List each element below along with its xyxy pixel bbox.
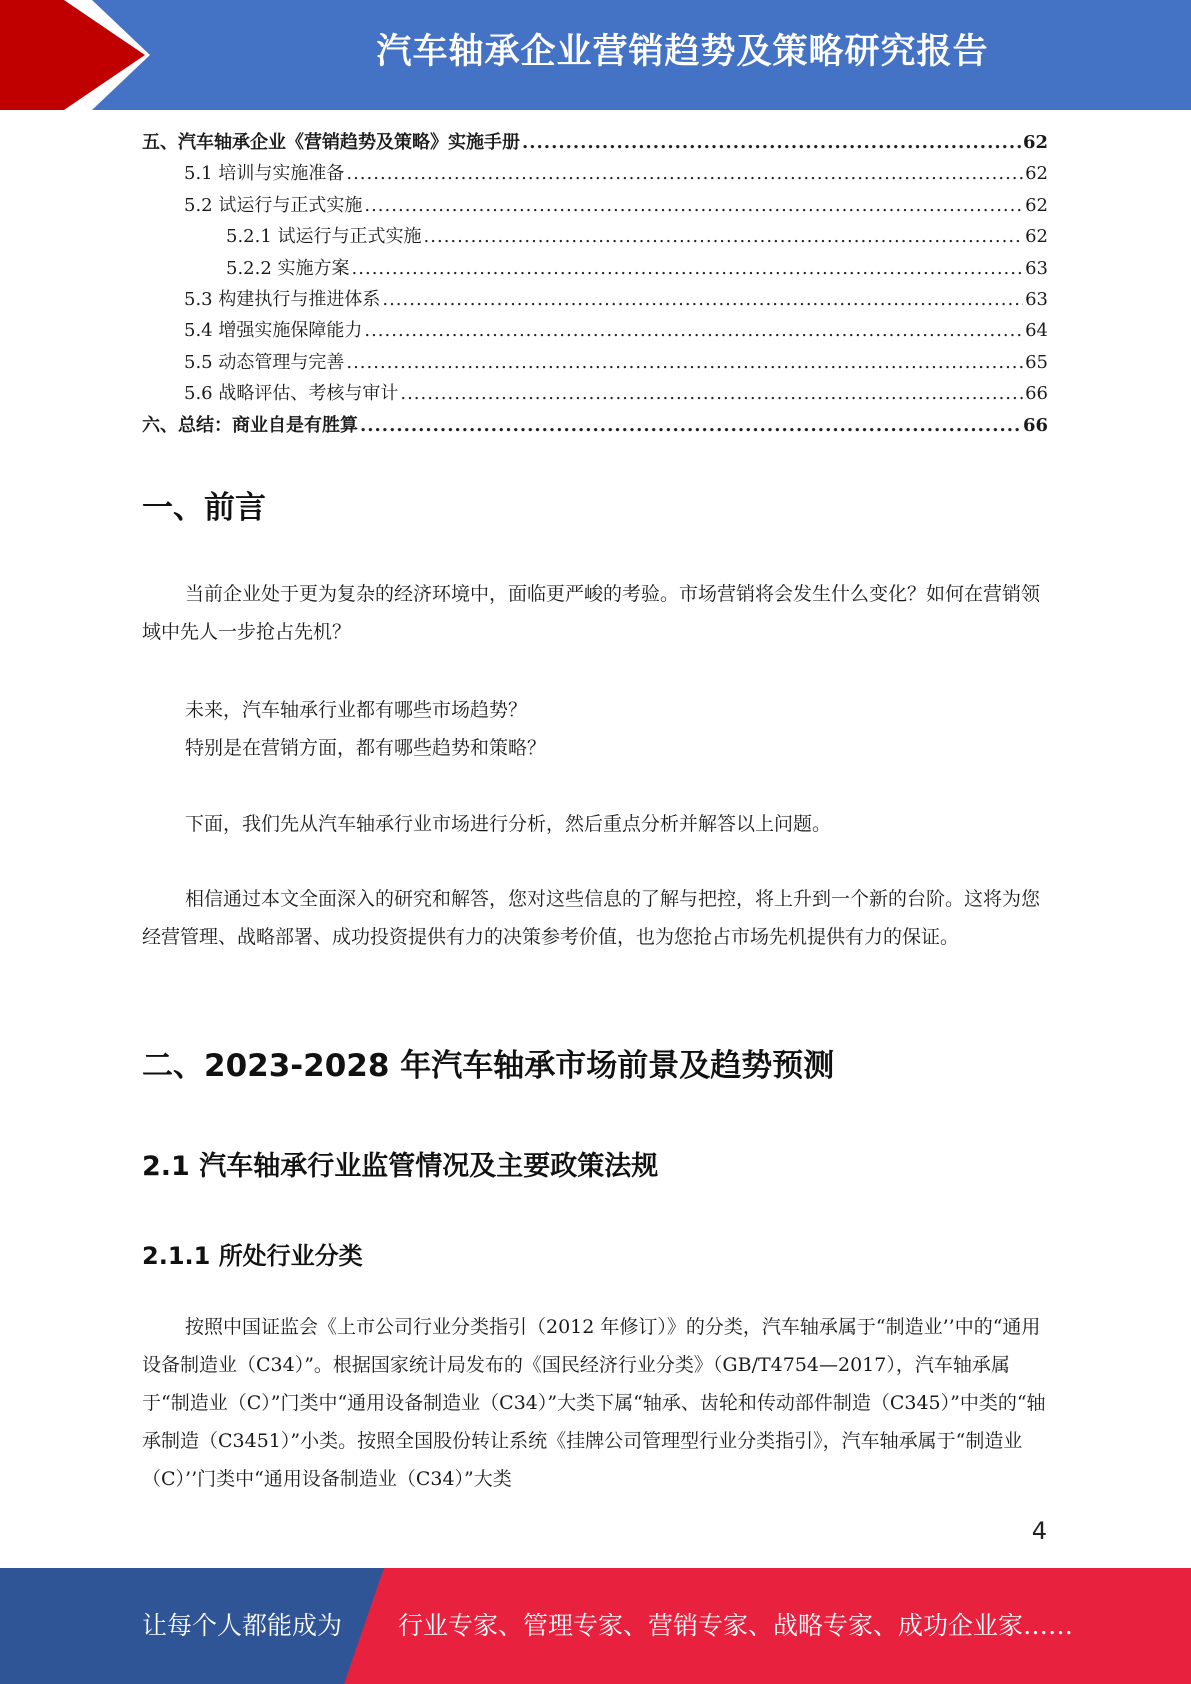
- toc-entry-title: 5.2.2 实施方案: [226, 257, 350, 279]
- table-of-contents: [142, 128, 1048, 442]
- toc-leader-dots: [352, 258, 1024, 279]
- report-title: 汽车轴承企业营销趋势及策略研究报告: [376, 32, 989, 72]
- toc-leader-dots: [346, 352, 1023, 373]
- toc-leader-dots: [382, 289, 1023, 310]
- toc-leader-dots: [360, 415, 1021, 436]
- toc-entry-page: 62: [1025, 226, 1048, 248]
- question-line: 特别是在营销方面，都有哪些趋势和策略？: [185, 737, 547, 759]
- toc-entry-title: 5.5 动态管理与完善: [184, 351, 345, 373]
- footer-banner: [0, 1568, 1191, 1684]
- paragraph: 按照中国证监会《上市公司行业分类指引（2012 年修订）》的分类，汽车轴承属于“制造业’’中的“通用设备制造业（C34）”。根据国家统计局发布的《国民经济行业分类》（GB/T4754—2017），汽车轴承属于“制造业（C）”门类中“通用设备制造业（C34）”大类下属“轴承、齿轮和传动部件制造（C345）”中类的“轴承制造（C3451）”小类。按照全国股份转让系统《挂牌公司管理型行业分类指引》，汽车轴承属于“制造业（C）’’门类中“通用设备制造业（C34）”大类: [142, 1316, 1046, 1490]
- toc-leader-dots: [522, 132, 1021, 153]
- section-heading-forecast: 二、2023-2028 年汽车轴承市场前景及趋势预测: [142, 1048, 835, 1084]
- toc-entry-title: 5.6 战略评估、考核与审计: [184, 383, 399, 405]
- toc-entry-page: 65: [1025, 351, 1048, 373]
- toc-entry-page: 62: [1025, 163, 1048, 185]
- toc-entry-title: 5.1 培训与实施准备: [184, 163, 345, 185]
- toc-entry-title: 5.2.1 试运行与正式实施: [226, 226, 422, 248]
- subsection-heading: 2.1 汽车轴承行业监管情况及主要政策法规: [142, 1151, 659, 1182]
- question-line: 未来，汽车轴承行业都有哪些市场趋势？: [185, 699, 528, 721]
- toc-entry-page: 62: [1025, 194, 1048, 216]
- header-banner: [0, 0, 1191, 110]
- toc-entry-page: 64: [1025, 320, 1048, 342]
- toc-entry-page: 62: [1022, 132, 1048, 153]
- toc-entry[interactable]: [142, 254, 1048, 285]
- toc-entry[interactable]: [142, 411, 1048, 442]
- page-number: 4: [1031, 1517, 1047, 1545]
- paragraph: 下面，我们先从汽车轴承行业市场进行分析，然后重点分析并解答以上问题。: [185, 813, 832, 835]
- toc-entry-page: 63: [1025, 257, 1048, 279]
- footer-slogan-right: 行业专家、管理专家、营销专家、战略专家、成功企业家……: [398, 1611, 1074, 1640]
- toc-entry-title: 六、总结：商业自是有胜算: [142, 414, 358, 436]
- toc-leader-dots: [424, 226, 1024, 247]
- toc-entry[interactable]: [142, 222, 1048, 253]
- section-heading-preface: 一、前言: [142, 490, 266, 526]
- toc-entry-title: 5.3 构建执行与推进体系: [184, 288, 381, 310]
- toc-entry-page: 66: [1025, 383, 1048, 405]
- toc-entry[interactable]: [142, 191, 1048, 222]
- toc-entry-page: 66: [1022, 414, 1048, 436]
- toc-entry[interactable]: [142, 379, 1048, 410]
- toc-entry[interactable]: [142, 316, 1048, 347]
- toc-leader-dots: [400, 383, 1023, 404]
- toc-entry-title: 5.2 试运行与正式实施: [184, 194, 363, 216]
- toc-entry-page: 63: [1025, 288, 1048, 310]
- toc-entry[interactable]: [142, 128, 1048, 159]
- toc-entry-title: 5.4 增强实施保障能力: [184, 320, 363, 342]
- toc-entry[interactable]: [142, 348, 1048, 379]
- paragraph: 相信通过本文全面深入的研究和解答，您对这些信息的了解与把控，将上升到一个新的台阶。这将为您经营管理、战略部署、成功投资提供有力的决策参考价值，也为您抢占市场先机提供有力的保证。: [142, 888, 1041, 948]
- footer-slogan-left: 让每个人都能成为: [142, 1611, 343, 1640]
- subsubsection-heading: 2.1.1 所处行业分类: [142, 1242, 363, 1270]
- paragraph: 当前企业处于更为复杂的经济环境中，面临更严峻的考验。市场营销将会发生什么变化？如何在营销领域中先人一步抢占先机？: [142, 583, 1041, 643]
- toc-entry[interactable]: [142, 285, 1048, 316]
- toc-leader-dots: [364, 320, 1023, 341]
- toc-leader-dots: [364, 195, 1023, 216]
- toc-entry-title: 五、汽车轴承企业《营销趋势及策略》实施手册: [142, 132, 520, 153]
- toc-leader-dots: [346, 163, 1023, 184]
- toc-entry[interactable]: [142, 159, 1048, 190]
